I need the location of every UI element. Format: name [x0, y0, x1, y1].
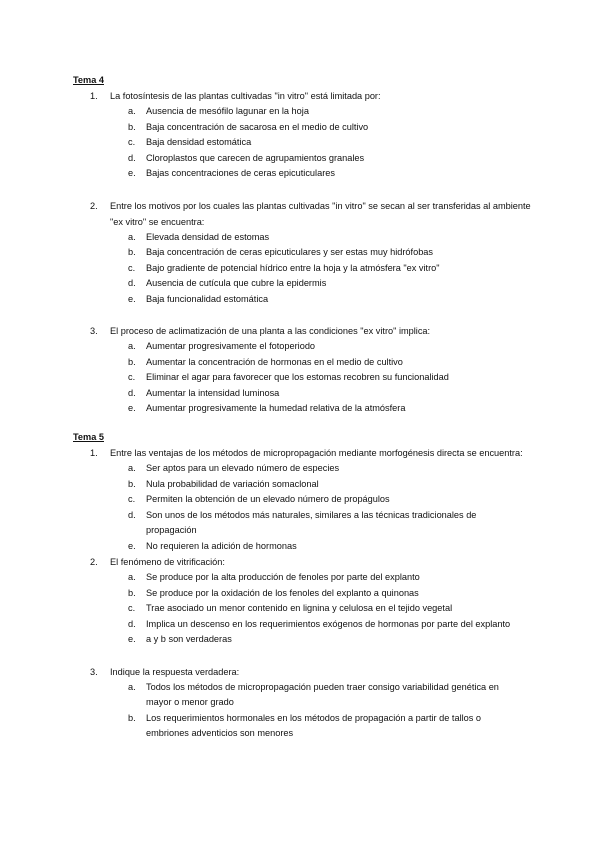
option-text: Se produce por la oxidación de los fenoles del explanto a quinonas	[146, 587, 419, 598]
option-item	[128, 508, 543, 539]
question-4-2	[90, 198, 543, 230]
question-text: El proceso de aclimatización de una planta a las condiciones "ex vitro" implica:	[110, 326, 431, 336]
option-letter: c.	[128, 372, 136, 382]
option-item	[128, 120, 543, 136]
option-letter: a.	[128, 572, 136, 582]
option-item	[128, 339, 543, 355]
option-letter: e.	[128, 403, 136, 413]
question-text: Entre los motivos por los cuales las plantas cultivadas "in vitro" se secan al ser transferidas al ambiente "ex vitro" se encuentra:	[110, 200, 531, 227]
question-number: 1.	[90, 91, 98, 101]
option-text: Ausencia de mesófilo lagunar en la hoja	[146, 106, 309, 116]
option-item	[128, 292, 543, 308]
option-letter: c.	[128, 494, 136, 504]
option-text: Bajo gradiente de potencial hídrico entre la hoja y la atmósfera "ex vitro"	[146, 262, 440, 273]
option-item	[128, 492, 543, 508]
option-letter: e.	[128, 540, 136, 551]
option-text: Ser aptos para un elevado número de especies	[146, 463, 340, 473]
question-text: El fenómeno de vitrificación:	[110, 557, 225, 567]
question-5-2	[90, 554, 543, 570]
options-list	[73, 680, 543, 742]
option-letter: b.	[128, 356, 136, 367]
question-number: 3.	[90, 326, 98, 336]
option-letter: b.	[128, 712, 136, 723]
option-item	[128, 711, 543, 742]
option-letter: d.	[128, 618, 136, 629]
option-item	[128, 276, 543, 292]
option-item	[128, 617, 543, 633]
option-item	[128, 539, 543, 555]
question-text: Entre las ventajas de los métodos de micropropagación mediante morfogénesis directa se encuentra:	[110, 448, 523, 458]
option-text: Aumentar progresivamente el fotoperiodo	[146, 341, 316, 351]
options-list	[73, 339, 543, 417]
option-item	[128, 261, 543, 277]
question-number: 2.	[90, 557, 98, 567]
options-list	[73, 570, 543, 648]
option-text: Aumentar la intensidad luminosa	[146, 387, 280, 398]
option-letter: e.	[128, 293, 136, 304]
option-item	[128, 245, 543, 261]
option-letter: d.	[128, 509, 136, 520]
option-text: Son unos de los métodos más naturales, similares a las técnicas tradicionales de propagación	[146, 509, 477, 535]
section-tema-4	[73, 73, 543, 417]
question-4-3	[90, 323, 543, 339]
option-letter: c.	[128, 262, 136, 273]
option-letter: a.	[128, 341, 136, 351]
option-item	[128, 151, 543, 167]
option-text: Ausencia de cutícula que cubre la epidermis	[146, 278, 327, 288]
question-text: La fotosíntesis de las plantas cultivadas "in vitro" está limitada por:	[110, 91, 381, 101]
option-item	[128, 166, 543, 182]
option-item	[128, 104, 543, 120]
section-title: Tema 5	[73, 432, 104, 442]
option-letter: a.	[128, 463, 136, 473]
option-letter: c.	[128, 603, 136, 613]
option-letter: b.	[128, 121, 136, 132]
option-item	[128, 570, 543, 586]
option-letter: a.	[128, 681, 136, 692]
option-text: Aumentar progresivamente la humedad relativa de la atmósfera	[146, 403, 406, 413]
option-item	[128, 370, 543, 386]
option-letter: d.	[128, 152, 136, 163]
option-item	[128, 586, 543, 602]
question-5-1	[90, 445, 543, 461]
option-text: Todos los métodos de micropropagación pueden traer consigo variabilidad genética en mayor o menor grado	[146, 681, 499, 707]
option-text: Baja concentración de ceras epicuticulares y ser estas muy hidrófobas	[146, 247, 434, 257]
option-item	[128, 601, 543, 617]
option-letter: e.	[128, 634, 136, 644]
option-text: Nula probabilidad de variación somaclonal	[146, 478, 319, 489]
option-item	[128, 135, 543, 151]
option-item	[128, 461, 543, 477]
options-list	[73, 104, 543, 182]
section-tema-5	[73, 430, 543, 742]
option-text: a y b son verdaderas	[146, 634, 232, 644]
option-text: Aumentar la concentración de hormonas en el medio de cultivo	[146, 356, 403, 367]
option-text: Bajas concentraciones de ceras epicuticulares	[146, 168, 335, 178]
option-text: Baja concentración de sacarosa en el medio de cultivo	[146, 121, 369, 132]
option-text: Se produce por la alta producción de fenoles por parte del explanto	[146, 572, 420, 582]
option-text: No requieren la adición de hormonas	[146, 540, 297, 551]
option-item	[128, 230, 543, 246]
option-item	[128, 632, 543, 648]
option-text: Implica un descenso en los requerimientos exógenos de hormonas por parte del explanto	[146, 618, 511, 629]
option-text: Eliminar el agar para favorecer que los estomas recobren su funcionalidad	[146, 372, 449, 382]
options-list	[73, 230, 543, 308]
option-text: Trae asociado un menor contenido en lignina y celulosa en el tejido vegetal	[146, 603, 453, 613]
options-list	[73, 461, 543, 554]
option-letter: b.	[128, 587, 136, 598]
question-text: Indique la respuesta verdadera:	[110, 666, 240, 677]
option-letter: d.	[128, 278, 136, 288]
question-number: 1.	[90, 448, 98, 458]
option-text: Elevada densidad de estomas	[146, 231, 270, 242]
option-text: Los requerimientos hormonales en los métodos de propagación a partir de tallos o embriones adventicios son menores	[146, 712, 482, 738]
option-text: Permiten la obtención de un elevado número de propágulos	[146, 494, 390, 504]
option-item	[128, 477, 543, 493]
option-letter: c.	[128, 137, 136, 147]
option-item	[128, 386, 543, 402]
option-letter: d.	[128, 387, 136, 398]
question-5-3	[90, 664, 543, 680]
question-4-1	[90, 88, 543, 104]
option-item	[128, 680, 543, 711]
option-letter: e.	[128, 168, 136, 178]
section-title: Tema 4	[73, 75, 104, 85]
option-letter: a.	[128, 106, 136, 116]
option-item	[128, 355, 543, 371]
option-text: Baja densidad estomática	[146, 137, 252, 147]
option-letter: b.	[128, 478, 136, 489]
option-item	[128, 401, 543, 417]
option-letter: a.	[128, 231, 136, 242]
question-number: 3.	[90, 666, 98, 677]
option-letter: b.	[128, 247, 136, 257]
option-text: Cloroplastos que carecen de agrupamientos granales	[146, 152, 365, 163]
question-number: 2.	[90, 200, 98, 211]
option-text: Baja funcionalidad estomática	[146, 293, 269, 304]
